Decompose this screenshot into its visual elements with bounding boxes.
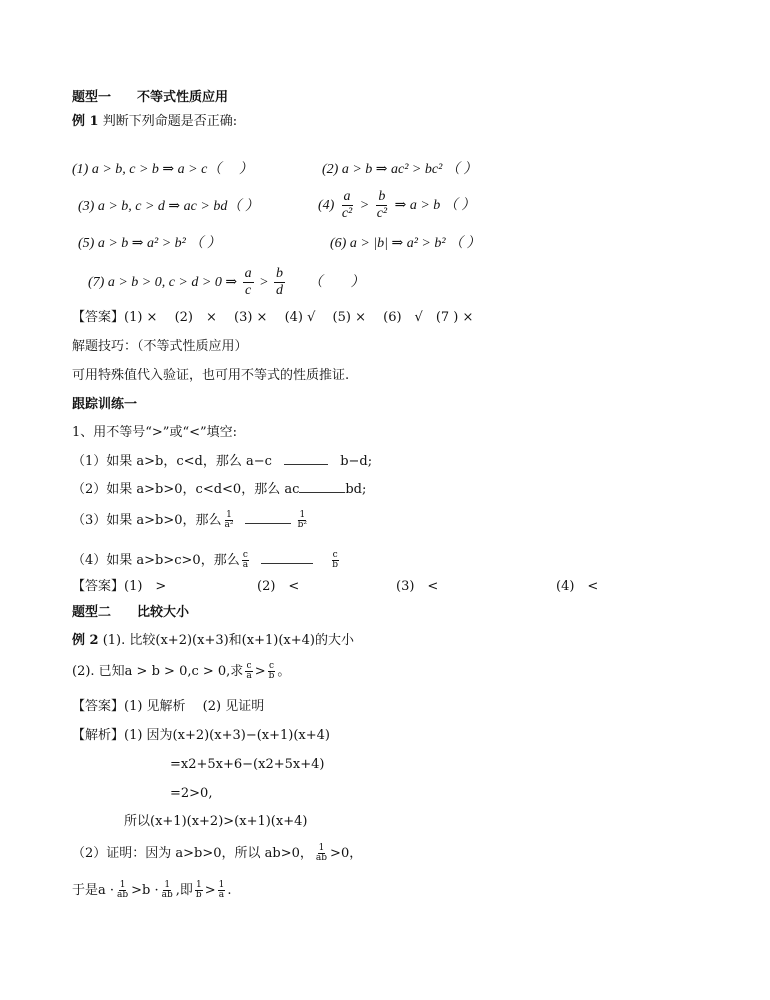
example1-text: 判断下列命题是否正确: [102, 114, 238, 129]
solution-line-4: 所以(x+1)(x+2)>(x+1)(x+4) [124, 814, 308, 829]
p4-suffix: ⇒ a > b （ ） [394, 198, 476, 213]
sol6-den-2: ab [161, 890, 173, 900]
example2-label: 例 2 [72, 633, 99, 648]
q3-fraction-1 [224, 511, 235, 530]
proposition-4 [318, 190, 475, 222]
q2-blank[interactable] [299, 480, 345, 493]
q1-blank[interactable] [284, 452, 328, 465]
q3-blank[interactable] [245, 511, 291, 524]
sol6-start: 于是a · [72, 883, 115, 898]
example2-line [72, 632, 354, 650]
q1-suffix: b−d; [340, 454, 373, 469]
q2-suffix: bd; [345, 482, 367, 497]
q3-num-1: 1 [226, 510, 232, 520]
q4-fraction-1 [242, 551, 249, 570]
p7-den-1: c [244, 283, 252, 299]
solution-line-3: =2>0, [170, 786, 213, 801]
section1-title: 题型一 不等式性质应用 [72, 90, 229, 105]
q3-den-2: b² [297, 520, 308, 530]
p7-suffix: （ ） [308, 275, 365, 290]
sol6-num-1: 1 [119, 880, 126, 890]
practice-q2 [72, 480, 366, 499]
ex2-gt: > [254, 664, 266, 679]
sol6-num-3: 1 [195, 880, 202, 890]
sol5-den: ab [315, 853, 328, 863]
q3-num-2: 1 [299, 510, 306, 520]
proposition-3: (3) a > b, c > d ⇒ ac > bd（ ） [78, 199, 259, 214]
sol6-fraction-4 [218, 881, 226, 900]
q4-prefix: （4）如果 a>b>c>0，那么 [72, 553, 240, 568]
sol6-num-2: 1 [164, 880, 171, 890]
p4-den-2: c² [376, 206, 388, 222]
proposition-2: (2) a > b ⇒ ac² > bc² （ ） [322, 162, 478, 177]
solution-line-2: =x2+5x+6−(x2+5x+4) [170, 757, 325, 772]
q3-den-1: a² [224, 520, 234, 530]
p4-fraction-1 [340, 190, 354, 221]
proposition-5: (5) a > b ⇒ a² > b² （ ） [78, 236, 221, 251]
sol6-end: . [227, 883, 232, 898]
sol5-end: >0， [330, 846, 363, 861]
sol5-text: （2）证明：因为 a>b>0，所以 ab>0， [72, 846, 313, 861]
sol6-fraction-2 [161, 881, 174, 900]
q4-den-2: b [332, 560, 338, 570]
sol6-fraction-3 [195, 881, 203, 900]
sol6-den-1: ab [117, 890, 129, 900]
proposition-7 [88, 266, 365, 300]
practice-answer-3: (3) < [396, 579, 439, 594]
sol6-den-3: b [195, 890, 202, 900]
p7-num-1: a [244, 266, 252, 282]
sol6-den-4: a [218, 890, 225, 900]
q4-blank[interactable] [261, 551, 313, 564]
practice-intro: 1、用不等号“>”或“<”填空: [72, 425, 238, 440]
q3-fraction-2 [297, 511, 308, 530]
p7-prefix: (7) a > b > 0, c > d > 0 ⇒ [88, 275, 238, 290]
p4-den-1: c² [341, 206, 353, 222]
answer-2: 【答案】(1) 见解析 (2) 见证明 [72, 699, 265, 714]
q4-num-2: c [332, 550, 338, 560]
proposition-1: (1) a > b, c > b ⇒ a > c（ ） [72, 162, 253, 177]
q2-text: (2). 已知a > b > 0,c > 0,求 [72, 664, 244, 679]
sol6-gt: > [204, 883, 216, 898]
example1-line [72, 113, 237, 131]
ex2-num-1: c [246, 661, 252, 671]
practice-q4 [72, 546, 341, 576]
ex2-fraction-2 [268, 662, 276, 681]
section2-title: 题型二 比较大小 [72, 605, 190, 620]
p7-fraction-2 [274, 267, 285, 298]
example1-label: 例 1 [72, 114, 99, 129]
p4-prefix: (4) [318, 198, 335, 213]
p4-num-2: b [378, 189, 386, 205]
p7-fraction-1 [243, 267, 254, 298]
tip-text: 可用特殊值代入验证，也可用不等式的性质推证. [72, 368, 350, 383]
solution-line-1: 【解析】(1) 因为(x+2)(x+3)−(x+1)(x+4) [72, 728, 330, 743]
q3-prefix: （3）如果 a>b>0，那么 [72, 513, 222, 528]
practice-q1 [72, 452, 372, 471]
q4-den-1: a [242, 560, 249, 570]
ex2-den-1: a [246, 671, 252, 681]
practice-answer-4: (4) < [556, 579, 599, 594]
sol6-num-4: 1 [218, 880, 225, 890]
q2-prefix: （2）如果 a>b>0，c<d<0，那么 ac [72, 482, 300, 497]
sol6-mid2: ,即 [175, 883, 193, 898]
practice-answer-1: 【答案】(1) > [72, 579, 167, 594]
solution-line-6 [72, 876, 231, 906]
ex2-fraction-1 [245, 662, 252, 681]
q4-fraction-2 [331, 551, 339, 570]
q1-prefix: （1）如果 a>b，c<d，那么 a−c [72, 454, 272, 469]
p7-den-2: d [276, 283, 284, 299]
sol5-num: 1 [318, 843, 325, 853]
example2-q1: (1). 比较(x+2)(x+3)和(x+1)(x+4)的大小 [102, 633, 354, 648]
example2-q2 [72, 658, 290, 686]
p7-num-2: b [276, 266, 284, 282]
q4-num-1: c [242, 550, 248, 560]
p4-gt: > [359, 198, 370, 213]
practice-q3 [72, 506, 310, 536]
ex2-den-2: b [268, 671, 275, 681]
p4-fraction-2 [375, 190, 389, 221]
proposition-6: (6) a > |b| ⇒ a² > b² （ ） [330, 236, 481, 251]
ex2-num-2: c [268, 661, 274, 671]
practice-title: 跟踪训练一 [72, 397, 138, 412]
solution-line-5 [72, 840, 362, 868]
answer-1: 【答案】(1) × (2) × (3) × (4) √ (5) × (6) √ (7 ) × [72, 310, 474, 325]
practice-answer-2: (2) < [257, 579, 300, 594]
sol6-mid: >b · [131, 883, 159, 898]
p7-gt: > [259, 275, 269, 290]
ex2-end: 。 [277, 664, 291, 679]
p4-num-1: a [343, 189, 351, 205]
sol6-fraction-1 [116, 881, 129, 900]
tip-heading: 解题技巧：（不等式性质应用） [72, 339, 248, 354]
sol5-fraction [315, 844, 328, 863]
